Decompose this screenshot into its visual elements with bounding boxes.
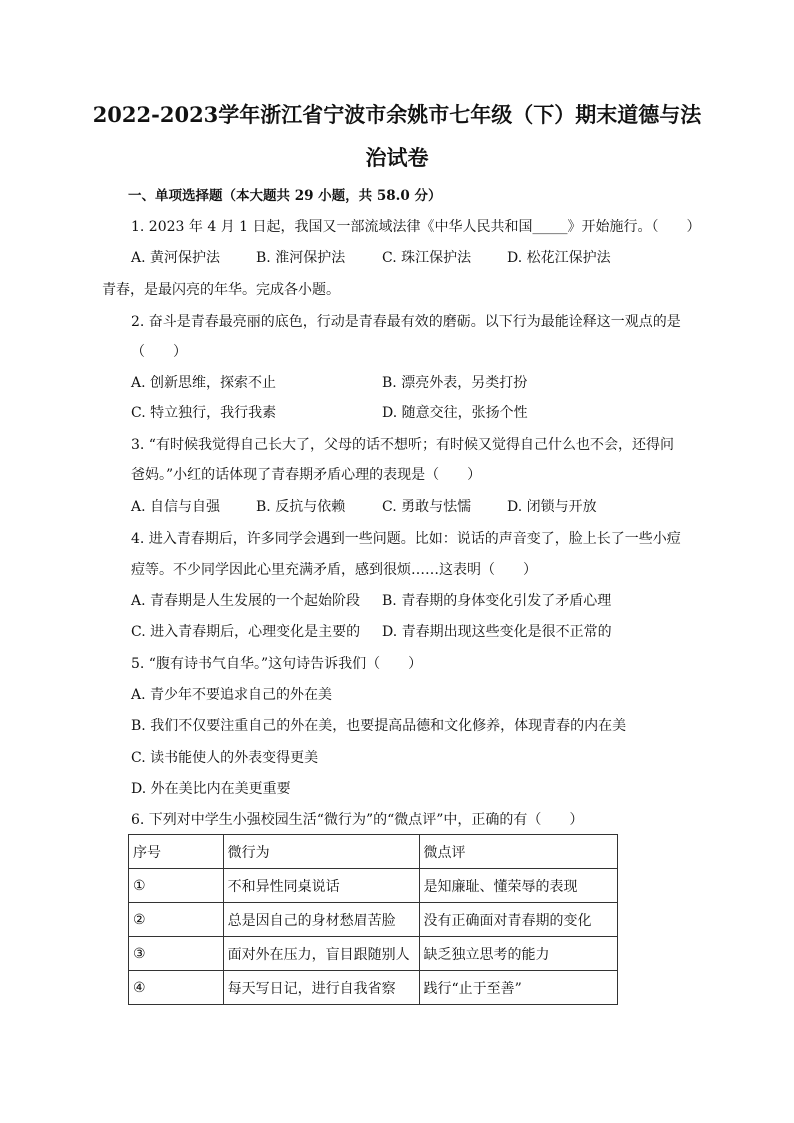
table-cell: 每天写日记，进行自我省察 xyxy=(223,971,419,1005)
table-cell: ③ xyxy=(129,937,224,971)
table-header-row xyxy=(129,835,618,869)
table-header-cell: 序号 xyxy=(129,835,224,869)
question-2-stem-line1: 2. 奋斗是青春最亮丽的底色，行动是青春最有效的磨砺。以下行为最能诠释这一观点的是 xyxy=(131,314,681,330)
q2-option-b: B. 漂亮外表，另类打扮 xyxy=(382,375,528,391)
table-row xyxy=(129,971,618,1005)
q5-option-d: D. 外在美比内在美更重要 xyxy=(131,781,291,797)
table-row xyxy=(129,869,618,903)
table-header-cell: 微点评 xyxy=(419,835,618,869)
q5-option-c: C. 读书能使人的外表变得更美 xyxy=(131,750,319,766)
question-1-stem: 1. 2023 年 4 月 1 日起，我国又一部流域法律《中华人民共和国_____》开始施行。（ ） xyxy=(131,219,701,235)
material-intro: 青春，是最闪亮的年华。完成各小题。 xyxy=(102,282,340,298)
table-cell: 缺乏独立思考的能力 xyxy=(419,937,618,971)
q4-option-c: C. 进入青春期后，心理变化是主要的 xyxy=(131,624,361,640)
q5-option-a: A. 青少年不要追求自己的外在美 xyxy=(131,687,333,703)
table-cell: 是知廉耻、懂荣辱的表现 xyxy=(419,869,618,903)
table-cell: ② xyxy=(129,903,224,937)
q3-option-b: B. 反抗与依赖 xyxy=(256,499,346,515)
q5-option-b: B. 我们不仅要注重自己的外在美，也要提高品德和文化修养，体现青春的内在美 xyxy=(131,718,627,734)
table-cell: 总是因自己的身材愁眉苦脸 xyxy=(223,903,419,937)
question-3-stem-line2: 爸妈。”小红的话体现了青春期矛盾心理的表现是（ ） xyxy=(131,467,482,483)
question-6-stem: 6. 下列对中学生小强校园生活“微行为”的“微点评”中，正确的有（ ） xyxy=(131,812,584,828)
q3-option-a: A. 自信与自强 xyxy=(131,499,221,515)
table-cell: 没有正确面对青春期的变化 xyxy=(419,903,618,937)
q1-option-d: D. 松花江保护法 xyxy=(507,250,611,266)
q1-option-b: B. 淮河保护法 xyxy=(256,250,346,266)
table-cell: 面对外在压力，盲目跟随别人 xyxy=(223,937,419,971)
q4-option-d: D. 青春期出现这些变化是很不正常的 xyxy=(382,624,612,640)
q6-table xyxy=(128,834,618,1005)
table-cell: ① xyxy=(129,869,224,903)
section-heading: 一、单项选择题（本大题共 29 小题，共 58.0 分） xyxy=(128,188,442,204)
q2-option-d: D. 随意交往，张扬个性 xyxy=(382,405,528,421)
table-row xyxy=(129,937,618,971)
question-4-stem-line2: 痘等。不少同学因此心里充满矛盾，感到很烦……这表明（ ） xyxy=(131,562,537,578)
q4-option-b: B. 青春期的身体变化引发了矛盾心理 xyxy=(382,593,612,609)
q3-option-c: C. 勇敢与怯懦 xyxy=(382,499,472,515)
question-4-stem-line1: 4. 进入青春期后，许多同学会遇到一些问题。比如：说话的声音变了，脸上长了一些小痘 xyxy=(131,531,681,547)
q4-option-a: A. 青春期是人生发展的一个起始阶段 xyxy=(131,593,361,609)
q1-option-a: A. 黄河保护法 xyxy=(131,250,221,266)
q3-option-d: D. 闭锁与开放 xyxy=(507,499,597,515)
table-cell: 不和异性同桌说话 xyxy=(223,869,419,903)
table-header-cell: 微行为 xyxy=(223,835,419,869)
question-3-stem-line1: 3. “有时候我觉得自己长大了，父母的话不想听；有时候又觉得自己什么也不会，还得问 xyxy=(131,437,674,453)
question-2-stem-line2: （ ） xyxy=(131,344,187,360)
q1-option-c: C. 珠江保护法 xyxy=(382,250,472,266)
exam-title-line2: 治试卷 xyxy=(365,145,429,170)
q2-option-a: A. 创新思维，探索不止 xyxy=(131,375,277,391)
table-cell: ④ xyxy=(129,971,224,1005)
exam-title-line1: 2022-2023学年浙江省宁波市余姚市七年级（下）期末道德与法 xyxy=(92,102,702,127)
q2-option-c: C. 特立独行，我行我素 xyxy=(131,405,277,421)
table-row xyxy=(129,903,618,937)
question-5-stem: 5. “腹有诗书气自华。”这句诗告诉我们（ ） xyxy=(131,656,423,672)
table-cell: 践行“止于至善” xyxy=(419,971,618,1005)
